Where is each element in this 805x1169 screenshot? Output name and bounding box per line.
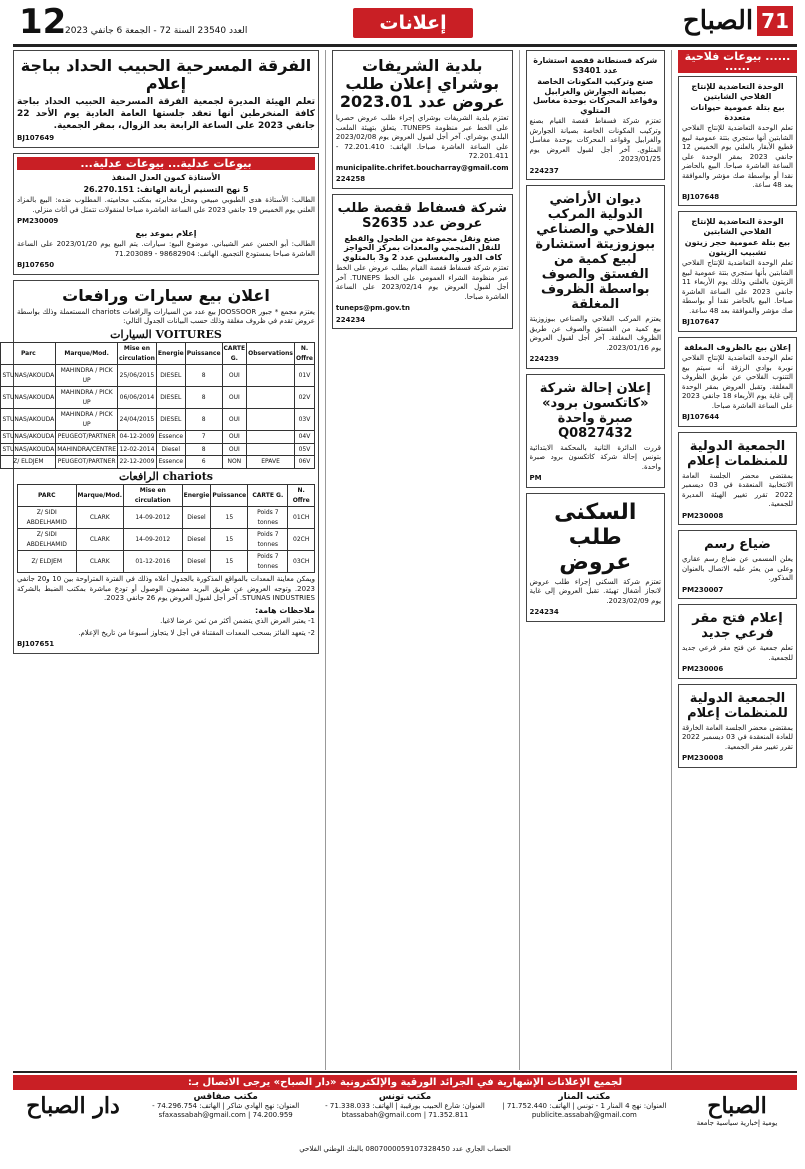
table-cell: OUI: [222, 409, 247, 431]
table-header-cell: Marque/Mod.: [56, 343, 118, 365]
table-cell: DIESEL: [156, 365, 185, 387]
table-cell: OUI: [222, 443, 247, 456]
table-cell: Diesel: [182, 529, 211, 551]
table-cell: 01CH: [288, 507, 315, 529]
table-cell: 14-09-2012: [124, 529, 183, 551]
ad-agri-3: إعلان بيع بالظروف المغلقة تعلم الوحدة التعاضدية للإنتاج الفلاحي نوبرة بوادي الرزقة أنه سيتم بيع التتنوب الفلاحي عن طريق الظروف المغلقة. وتقبل العروض بمقر الوحدة إلى غاية يوم الأربعاء 18 جانفي 2023 على الساعة العاشرة صباحا. BJ107644: [678, 337, 797, 427]
table-header-cell: Observations: [247, 343, 295, 365]
table-cell: 15: [211, 551, 248, 573]
table-header-cell: N. Offre: [288, 485, 315, 507]
table-cell: 8: [185, 409, 222, 431]
chariots-title: الرافعات chariots: [118, 469, 214, 483]
table-cell: CLARK: [76, 507, 123, 529]
table-cell: STUNAS/AKOUDA: [1, 365, 56, 387]
table-cell: CLARK: [76, 529, 123, 551]
logo-number: 71: [757, 6, 793, 36]
table-cell: Poids 7 tonnes: [248, 529, 288, 551]
table-cell: 06/06/2014: [118, 387, 157, 409]
table-cell: Diesel: [182, 551, 211, 573]
ad-company-transfer: إعلان إحالة شركة «كاتكسون برود» صبرة واحدة Q0827432 قررت الدائرة الثانية بالمحكمة الابتدائية بتونس إحالة شركة كاتكسون برود صبرة واحدة. PM: [526, 374, 666, 488]
masthead-logo: [683, 2, 793, 40]
voitures-header-row: [1, 343, 315, 365]
table-cell: MAHINDRA / PICK UP: [56, 365, 118, 387]
issue-line: العدد 23540 السنة 72 - الجمعة 6 جانفي 2023: [65, 26, 248, 36]
ad-lost-deed: ضياع رسم يعلن المسمى عن ضياع رسم عقاري وعلى من يعثر عليه الاتصال بالعنوان المذكور. PM230007: [678, 530, 797, 599]
table-header-cell: Puissance: [211, 485, 248, 507]
table-cell: [247, 387, 295, 409]
table-cell: 02CH: [288, 529, 315, 551]
table-cell: 05V: [294, 443, 314, 456]
table-cell: MAHINDRA / PICK UP: [56, 409, 118, 431]
ad-association-1: الجمعية الدولية للمنظمات إعلام بمقتضى محضر الجلسة العامة الانتخابية المنعقدة في 03 ديسمبر 2022 تقرر تغيير الهيئة المديرة للجمعية. PM230008: [678, 432, 797, 526]
table-header-cell: PARC: [17, 485, 76, 507]
table-cell: 02V: [294, 387, 314, 409]
table-cell: OUI: [222, 431, 247, 444]
table-cell: Diesel: [156, 443, 185, 456]
table-cell: Essence: [156, 431, 185, 444]
ad-phosphate-consult: شركة قسنطانة قفصة استشارة عدد S3401 صنع وتركيب المكونات الخاصة بصيانة الجوارش والغرابيل وقواعد المحركات بوحدة مغاسل المتلوي تعتزم شركة فسفاط قفصة القيام بصنع وتركيب المكونات الخاصة بصيانة الجوارش والغرابيل وقواعد المحركات بوحدة مغاسل المتلوي. آخر أجل لقبول العروض يوم 2023/01/25. 224237: [526, 50, 666, 180]
page-header: [13, 0, 797, 47]
table-cell: STUNAS/AKOUDA: [1, 443, 56, 456]
table-cell: Poids 7 tonnes: [248, 551, 288, 573]
office-sfax: مكتب صفاقس العنوان: نهج الهادي شاكر | الهاتف: 74.296.754 - 74.200.959 | sfaxassabah@gmail.com: [152, 1092, 300, 1119]
column-notices: [2, 50, 319, 1070]
voitures-table: [0, 342, 315, 469]
table-row: [1, 387, 315, 409]
table-header-cell: Parc: [1, 343, 56, 365]
chariots-body: [17, 507, 314, 573]
table-cell: 6: [185, 456, 222, 469]
table-cell: 25/06/2015: [118, 365, 157, 387]
newspaper-page: [2, 0, 805, 1169]
table-cell: Essence: [156, 456, 185, 469]
table-header-cell: CARTE G.: [248, 485, 288, 507]
table-row: [1, 365, 315, 387]
table-cell: 04-12-2009: [118, 431, 157, 444]
ad-new-branch: إعلام فتح مقر فرعي جديد تعلم جمعية عن فتح مقر فرعي جديد للجمعية. PM230006: [678, 604, 797, 679]
table-cell: 01-12-2016: [124, 551, 183, 573]
table-cell: 15: [211, 529, 248, 551]
table-cell: [247, 431, 295, 444]
table-cell: NON: [222, 456, 247, 469]
footer-banner: لجميع الإعلانات الإشهارية في الجرائد الورقية والإلكترونية «دار الصباح» يرجى الاتصال بـ:: [13, 1075, 797, 1090]
section-title: إعلانات: [353, 8, 473, 38]
table-cell: [247, 443, 295, 456]
chariots-header-row: [17, 485, 314, 507]
table-header-cell: Energie: [182, 485, 211, 507]
ad-association-2: الجمعية الدولية للمنظمات إعلام بمقتضى محضر الجلسة العامة الخارقة للعادة المنعقدة في 03 ديسمبر 2022 تقرر تغيير مقر الجمعية. PM230008: [678, 684, 797, 768]
office-manar: مكتب المنار العنوان: نهج 4 المنار 1 - تونس | الهاتف: 71.752.440 | publicite.assabah@gmail.com: [502, 1092, 667, 1119]
ad-vehicle-sale: اعلان بيع سيارات ورافعات يعتزم مجمع * جبور JOOSSOOR بيع عدد من السيارات والرافعات chariots المستعملة وذلك بواسطة عروض تقدم في ظروف مغلقة وذلك حسب البيانات الجدول التالي: السيارات VOITURES Parc Marque/Mod. Mise en circulation Energie Puissance CARTE G. Observations N. Offre STUNAS/AKOUDA MAHINDRA / PICK UP 25/06/2015 DIESEL 8 OUI 01V STUNAS/AKOUDA MAHINDRA / PICK UP 06/06/2014 DIESEL 8 OUI 02V STUNAS/AKOUDA MAHINDRA / PICK UP 24/04/2015 DIESEL 8 OUI 03V STUNAS/AKOUDA PEUGEOT/PARTNER 04-12-2009 Essence 7 OUI 04V STUNAS/AKOUDA MAHINDRA/CENTRE 12-02-2014 Diesel 8 OUI 05V Z/ ELDJEM PEUGEOT/PARTNER 22-12-2009 Essence 6 NON EPAVE 06V الرافعات chariots PARC Marque/Mod. Mise en circulation Energie Puissance CARTE G. N. Offre Z/ SIDI ABDELHAMID CLARK 14-09-2012 Diesel 15 Poids 7 tonnes 01CH Z/ SIDI ABDELHAMID CLARK 14-09-2012 Diesel 15 Poids 7 tonnes 02CH Z/ ELDJEM CLARK 01-12-2016 Diesel 15 Poids 7 tonnes 03CH ويمكن معاينة المعدات بالمواقع المذكورة بالجدول أعلاه وذلك في الفترة المتراوحة بين 10 و20 جانفي 2023. وتوجه العروض عن طريق البريد مضمون الوصول أو تودع مباشرة بمكتب الضبط بالشركة STUNAS INDUSTRIES. آخر أجل لقبول العروض يوم 26 جانفي 2023. ملاحظات هامة: 1- يعتبر العرض الذي يتضمن أكثر من ثمن عرضا لاغيا. 2- يتعهد الفائز بسحب المعدات المقتناة في أجل لا يتجاوز أسبوعا من تاريخ الإعلام. BJ107651: [13, 280, 319, 654]
table-cell: 03CH: [288, 551, 315, 573]
table-cell: 15: [211, 507, 248, 529]
logo-text: الصباح: [682, 6, 754, 36]
table-cell: 06V: [294, 456, 314, 469]
table-cell: Poids 7 tonnes: [248, 507, 288, 529]
table-cell: PEUGEOT/PARTNER: [56, 456, 118, 469]
table-cell: Z/ SIDI ABDELHAMID: [17, 529, 76, 551]
table-cell: STUNAS/AKOUDA: [1, 431, 56, 444]
table-row: [17, 551, 314, 573]
table-cell: STUNAS/AKOUDA: [1, 387, 56, 409]
column-divider: [325, 50, 326, 1070]
table-cell: MAHINDRA/CENTRE: [56, 443, 118, 456]
table-header-cell: Puissance: [185, 343, 222, 365]
column-agri-sales: [678, 50, 797, 1070]
column-divider: [519, 50, 520, 1070]
table-cell: OUI: [222, 365, 247, 387]
footer-logo-left: دار الصباح: [26, 1093, 120, 1119]
table-row: [1, 409, 315, 431]
table-header-cell: N. Offre: [294, 343, 314, 365]
table-cell: Diesel: [182, 507, 211, 529]
footer-logo-right: الصباح يومية إخبارية سياسية جامعة: [696, 1093, 778, 1127]
table-row: [17, 529, 314, 551]
table-cell: DIESEL: [156, 387, 185, 409]
table-header-cell: Energie: [156, 343, 185, 365]
table-row: [1, 431, 315, 444]
table-cell: OUI: [222, 387, 247, 409]
column-divider: [671, 50, 672, 1070]
ad-state-lands: ديوان الأراضي الدولية المركب الفلاحي والصناعي ببوزوزيتة استشارة لبيع كمية من الفستق والصوف بواسطة الظروف المغلقة يعتزم المركب الفلاحي والصناعي ببوزوزيتة بيع كمية من الفستق والصوف عن طريق الظروف المغلقة. آخر أجل لقبول العروض يوم 2023/01/16. 224239: [526, 185, 666, 369]
ad-theatre-troupe: الفرقة المسرحية الحبيب الحداد بباجة إعلام تعلم الهيئة المديرة لجمعية الفرقة المسرحية الحبيب الحداد بباجة كافة المنخرطين أنها تعقد جلستها العامة العادية يوم الأحد 22 جانفي 2023 على الساعة الرابعة بعد الزوال، بمقر الجمعية. BJ107649: [13, 50, 319, 148]
table-row: [1, 456, 315, 469]
agri-sales-banner: ...... بيوعات فلاحية ......: [678, 50, 797, 73]
table-row: [1, 443, 315, 456]
ad-municipality-tender: بلدية الشريفات بوشراي إعلان طلب عروض عدد 2023.01 تعتزم بلدية الشريفات بوشراي إجراء طلب عروض حصريا على الخط عبر منظومة TUNEPS. يتعلق بتهيئة الملعب البلدي بوشراي. آخر أجل لقبول العروض يوم 2023/02/08 على الساعة العاشرة صباحا. الهاتف: 72.201.410 - 72.201.411 municipalite.chrifet.boucharray@gmail.com 224258: [332, 50, 513, 189]
page-footer: [13, 1071, 797, 1163]
ad-agri-1: الوحدة التعاضدية للإنتاج الفلاحي الشابتين بيع بتلة عمومية حيوانات متعددة تعلم الوحدة التعاضدية للإنتاج الفلاحي الشابتين أنها ستجري بتتة عمومية لبيع قطيع الأبقار بالعلني يوم الخميس 12 جانفي 2023 بمقر الوحدة على الساعة العاشرة صباحا. البيع بالحاضر نقدا أو بواسطة صك مؤشر والموافقة بعد 48 ساعة. BJ107648: [678, 76, 797, 206]
table-cell: 24/04/2015: [118, 409, 157, 431]
ad-phosphate-tender: شركة فسفاط قفصة طلب عروض عدد S2635 صنع ونقل مجموعة من الطحول والقطع للنقل المنجمي والمعدات بمركز الحواجز كاف الدور والمغسلين عدد 2 و3 بالمتلوي تعتزم شركة فسفاط قفصة القيام بطلب عروض على الخط عبر منظومة الشراء العمومي على الخط TUNEPS. آخر أجل لقبول العروض يوم 2023/02/14 على الساعة العاشرة صباحا. tuneps@pm.gov.tn 224234: [332, 194, 513, 330]
footer-bank-line: الحساب الجاري عدد 0807000059107328450 بالبنك الوطني الفلاحي: [299, 1145, 511, 1153]
office-tunis: مكتب تونس العنوان: شارع الحبيب بورقيبة | الهاتف: 71.338.033 - 71.352.811 | btassabah@gmail.com: [325, 1092, 485, 1119]
table-cell: MAHINDRA / PICK UP: [56, 387, 118, 409]
table-cell: STUNAS/AKOUDA: [1, 409, 56, 431]
table-header-cell: Mise en circulation: [118, 343, 157, 365]
ad-housing-tender: السكنى طلب عروض تعتزم شركة السكنى إجراء طلب عروض لانجاز أشغال تهيئة. تقبل العروض إلى غاية يوم 2023/02/09. 224234: [526, 493, 666, 622]
table-cell: Z/ ELDJEM: [17, 551, 76, 573]
ad-judicial-sales: بيوعات عدلية... بيوعات عدلية... الأستاذة كمون العدل المنفذ 5 نهج التسنيم أريانة الهاتف: 26.270.151 الطالب: الأستاذة هدى الطبوبي مبيعي ومحل مخابرته بمكتب محاميته. المطلوب ضده: البيع بالمزاد العلني يوم الخميس 19 جانفي 2023 على الساعة العاشرة صباحا لمنقولات تتمثل في أثاث منزلي. PM230009 إعلام بموعد بيع الطالب: أبو الحسن عمر الشيباني. موضوع البيع: سيارات. يتم البيع يوم 2023/01/20 على الساعة العاشرة صباحا بمستودع التجميع. الهاتف: 98682904 - 71.203089 BJ107650: [13, 153, 319, 275]
chariots-table: [17, 484, 315, 573]
table-cell: 14-09-2012: [124, 507, 183, 529]
table-cell: 8: [185, 387, 222, 409]
table-row: [17, 507, 314, 529]
column-tenders-b: [332, 50, 513, 1070]
page-number: 12: [19, 2, 67, 42]
table-cell: 22-12-2009: [118, 456, 157, 469]
table-cell: 8: [185, 365, 222, 387]
table-cell: [247, 365, 295, 387]
table-cell: CLARK: [76, 551, 123, 573]
table-cell: 01V: [294, 365, 314, 387]
table-cell: PEUGEOT/PARTNER: [56, 431, 118, 444]
table-header-cell: CARTE G.: [222, 343, 247, 365]
column-tenders-a: [526, 50, 666, 1070]
table-cell: 04V: [294, 431, 314, 444]
ads-columns: [2, 50, 797, 1070]
table-header-cell: Marque/Mod.: [76, 485, 123, 507]
table-cell: Z/ SIDI ABDELHAMID: [17, 507, 76, 529]
table-cell: [247, 409, 295, 431]
table-cell: EPAVE: [247, 456, 295, 469]
table-cell: 12-02-2014: [118, 443, 157, 456]
voitures-body: [1, 365, 315, 469]
table-header-cell: Mise en circulation: [124, 485, 183, 507]
voitures-title: السيارات VOITURES: [110, 327, 222, 341]
footer-offices: [13, 1093, 797, 1143]
table-cell: Z/ ELDJEM: [1, 456, 56, 469]
ad-agri-2: الوحدة التعاضدية للإنتاج الفلاحي الشابتين بيع بتلة عمومية حجر زيتون تشبيب الزيتون تعلم الوحدة التعاضدية للإنتاج الفلاحي الشابتين بأنها ستجري بتتة عمومية لبيع الزيتون بالعلني وذلك يوم الأربعاء 11 جانفي 2023 على الساعة العاشرة صباحا. البيع بالحاضر نقدا أو بواسطة صك مؤشر والموافقة بعد 48 ساعة. BJ107647: [678, 211, 797, 332]
table-cell: 7: [185, 431, 222, 444]
table-cell: 03V: [294, 409, 314, 431]
table-cell: 8: [185, 443, 222, 456]
table-cell: DIESEL: [156, 409, 185, 431]
